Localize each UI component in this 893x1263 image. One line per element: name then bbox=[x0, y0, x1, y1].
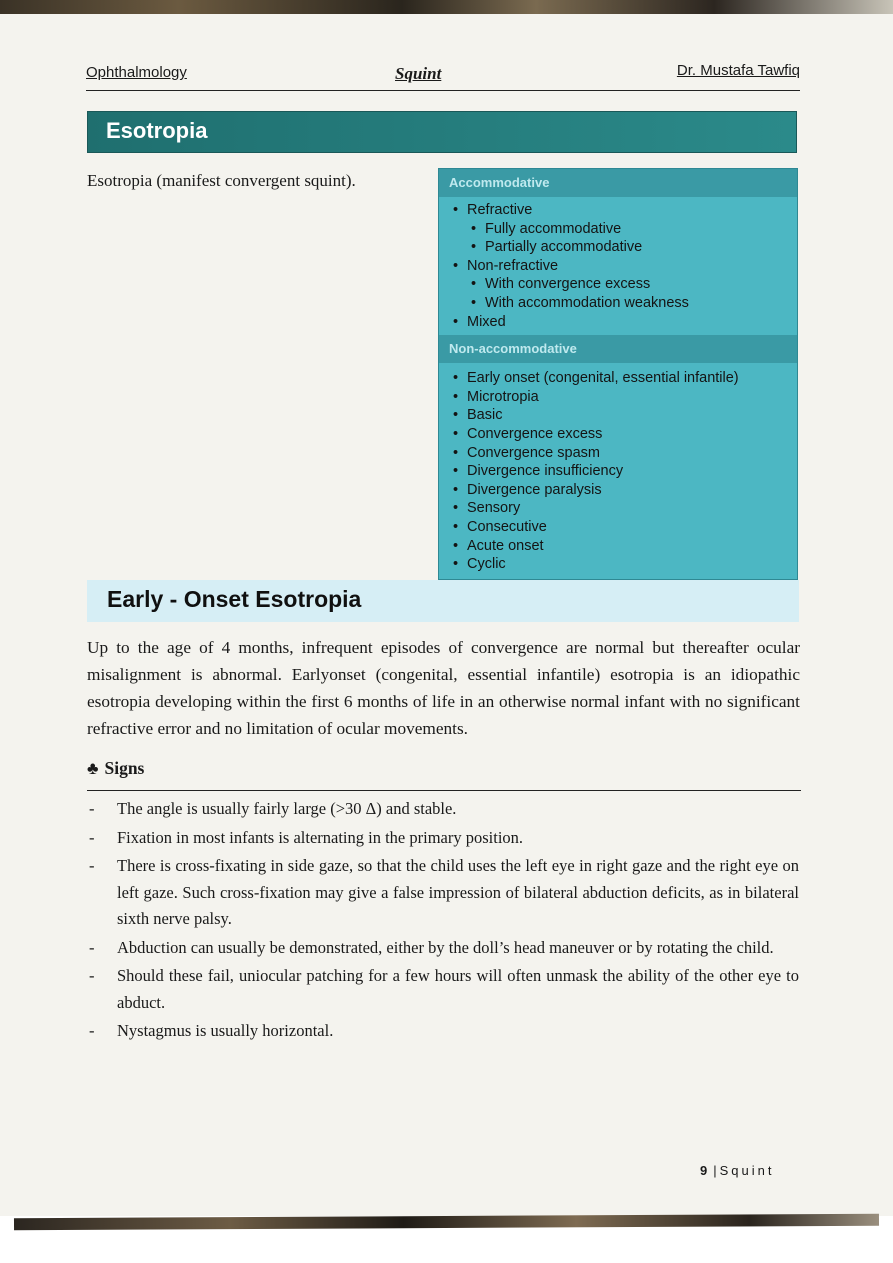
footer-section: Squint bbox=[719, 1163, 775, 1178]
list-item: • Convergence excess bbox=[453, 425, 797, 444]
subsection-title: Early - Onset Esotropia bbox=[107, 586, 362, 612]
intro-text: Esotropia (manifest convergent squint). bbox=[87, 171, 356, 190]
list-item: • Cyclic bbox=[453, 555, 797, 574]
body-paragraph: Up to the age of 4 months, infrequent episodes of convergence are normal but thereafter ocular misalignment is abnormal. Earlyonset (congenital, essential infantile) esotropia is an idiopathic esotropia developing within the first 6 months of life in an otherwise normal infant with no significant refractive error and no limitation of ocular movements. bbox=[87, 638, 800, 738]
list-item: • Early onset (congenital, essential infantile) bbox=[453, 369, 797, 388]
page-footer bbox=[700, 1163, 775, 1178]
signs-title: Signs bbox=[104, 758, 145, 778]
club-icon: ♣ bbox=[87, 758, 99, 778]
list-item: - There is cross-fixating in side gaze, so that the child uses the left eye in right gaze and the right eye on left gaze. Such cross-fixation may give a false impression of bilateral abduction deficits, as in bilateral sixth nerve palsy. bbox=[87, 853, 799, 933]
non-accommodative-list bbox=[439, 363, 797, 578]
list-item: • Mixed bbox=[453, 313, 797, 332]
accommodative-header: Accommodative bbox=[439, 169, 797, 197]
list-item: • Refractive bbox=[453, 201, 797, 220]
list-item: • Microtropia bbox=[453, 388, 797, 407]
header-author: Dr. Mustafa Tawfiq bbox=[676, 62, 800, 79]
accommodative-list bbox=[439, 197, 797, 335]
section-title-bar bbox=[87, 111, 797, 153]
list-item: • Convergence spasm bbox=[453, 444, 797, 463]
signs-heading bbox=[87, 758, 801, 791]
running-header bbox=[86, 60, 800, 91]
scan-bottom-edge bbox=[0, 1216, 893, 1263]
list-item: • Acute onset bbox=[453, 537, 797, 556]
header-chapter: Squint bbox=[395, 64, 442, 83]
list-item: • Fully accommodative bbox=[453, 220, 797, 239]
classification-table bbox=[438, 168, 798, 580]
list-item: • With accommodation weakness bbox=[453, 294, 797, 313]
header-subject: Ophthalmology bbox=[86, 64, 187, 81]
list-item: • Divergence insufficiency bbox=[453, 462, 797, 481]
footer-separator: | bbox=[713, 1163, 720, 1178]
list-item: • Divergence paralysis bbox=[453, 481, 797, 500]
section-title: Esotropia bbox=[106, 118, 208, 143]
non-accommodative-header: Non-accommodative bbox=[439, 335, 797, 363]
list-item: • Non-refractive bbox=[453, 257, 797, 276]
list-item: - The angle is usually fairly large (>30 Δ) and stable. bbox=[87, 796, 799, 823]
list-item: • Sensory bbox=[453, 499, 797, 518]
signs-list bbox=[87, 796, 799, 1047]
scan-bottom-strip bbox=[14, 1214, 879, 1231]
list-item: - Fixation in most infants is alternating in the primary position. bbox=[87, 825, 799, 852]
subsection-title-bar bbox=[87, 580, 799, 622]
list-item: • Consecutive bbox=[453, 518, 797, 537]
list-item: - Nystagmus is usually horizontal. bbox=[87, 1018, 799, 1045]
list-item: • Basic bbox=[453, 406, 797, 425]
list-item: • With convergence excess bbox=[453, 275, 797, 294]
list-item: - Should these fail, uniocular patching for a few hours will often unmask the ability of the other eye to abduct. bbox=[87, 963, 799, 1016]
list-item: • Partially accommodative bbox=[453, 238, 797, 257]
page-number: 9 bbox=[700, 1163, 708, 1178]
list-item: - Abduction can usually be demonstrated, either by the doll’s head maneuver or by rotating the child. bbox=[87, 935, 799, 962]
